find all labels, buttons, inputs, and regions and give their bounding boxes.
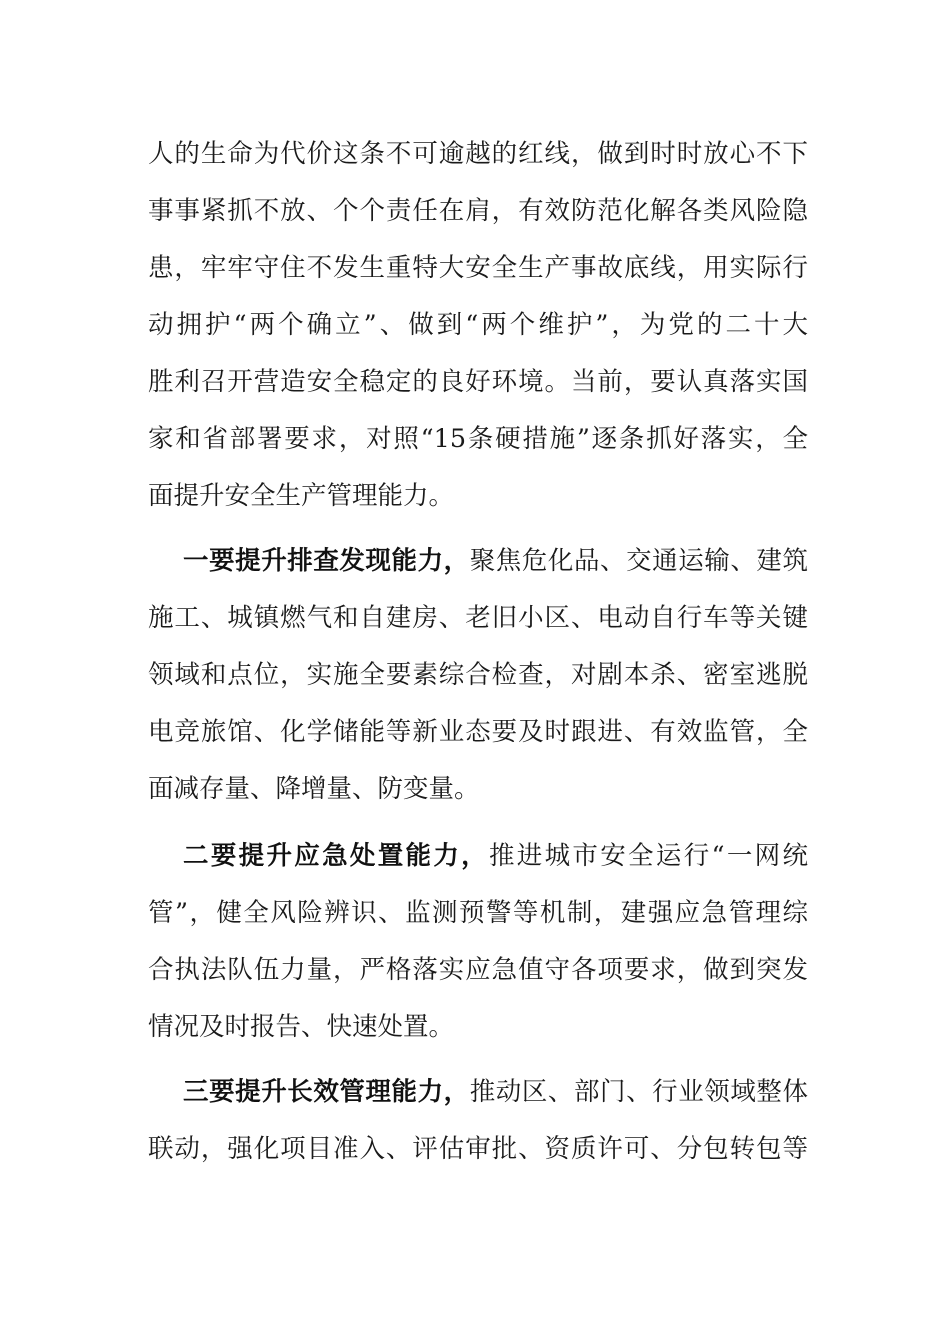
text-line: 人的生命为代价这条不可逾越的红线，做到时时放心不下: [148, 139, 808, 169]
text-line: 领域和点位，实施全要素综合检查，对剧本杀、密室逃脱: [148, 660, 808, 690]
paragraph-lead-heading: 三要提升长效管理能力，: [183, 1077, 470, 1107]
text-line: 电竞旅馆、化学储能等新业态要及时跟进、有效监管，全: [148, 717, 808, 747]
text-line: 联动，强化项目准入、评估审批、资质许可、分包转包等: [148, 1134, 808, 1164]
text-line: 胜利召开营造安全稳定的良好环境。当前，要认真落实国: [148, 367, 808, 397]
text-line: 面提升安全生产管理能力。: [148, 481, 455, 511]
text-line: 患，牢牢守住不发生重特大安全生产事故底线，用实际行: [148, 253, 808, 283]
text-line: [183, 541, 808, 581]
text-line: 动拥护“两个确立”、做到“两个维护”，为党的二十大: [148, 310, 808, 340]
text-line: [183, 836, 808, 876]
text-line: 面减存量、降增量、防变量。: [148, 774, 480, 804]
text-span: 推进城市安全运行“一网统: [488, 841, 808, 871]
text-line: 家和省部署要求，对照“15条硬措施”逐条抓好落实，全: [148, 424, 808, 454]
paragraph-lead-heading: 二要提升应急处置能力，: [183, 841, 489, 871]
text-span: 推动区、部门、行业领域整体: [469, 1077, 808, 1107]
text-line: 情况及时报告、快速处置。: [148, 1012, 455, 1042]
text-line: 管”，健全风险辨识、监测预警等机制，建强应急管理综: [148, 898, 808, 928]
text-line: 合执法队伍力量，严格落实应急值守各项要求，做到突发: [148, 955, 808, 985]
text-line: 事事紧抓不放、个个责任在肩，有效防范化解各类风险隐: [148, 196, 808, 226]
text-line: [183, 1072, 808, 1112]
text-line: 施工、城镇燃气和自建房、老旧小区、电动自行车等关键: [148, 603, 808, 633]
paragraph-lead-heading: 一要提升排查发现能力，: [183, 546, 470, 576]
text-span: 聚焦危化品、交通运输、建筑: [469, 546, 808, 576]
